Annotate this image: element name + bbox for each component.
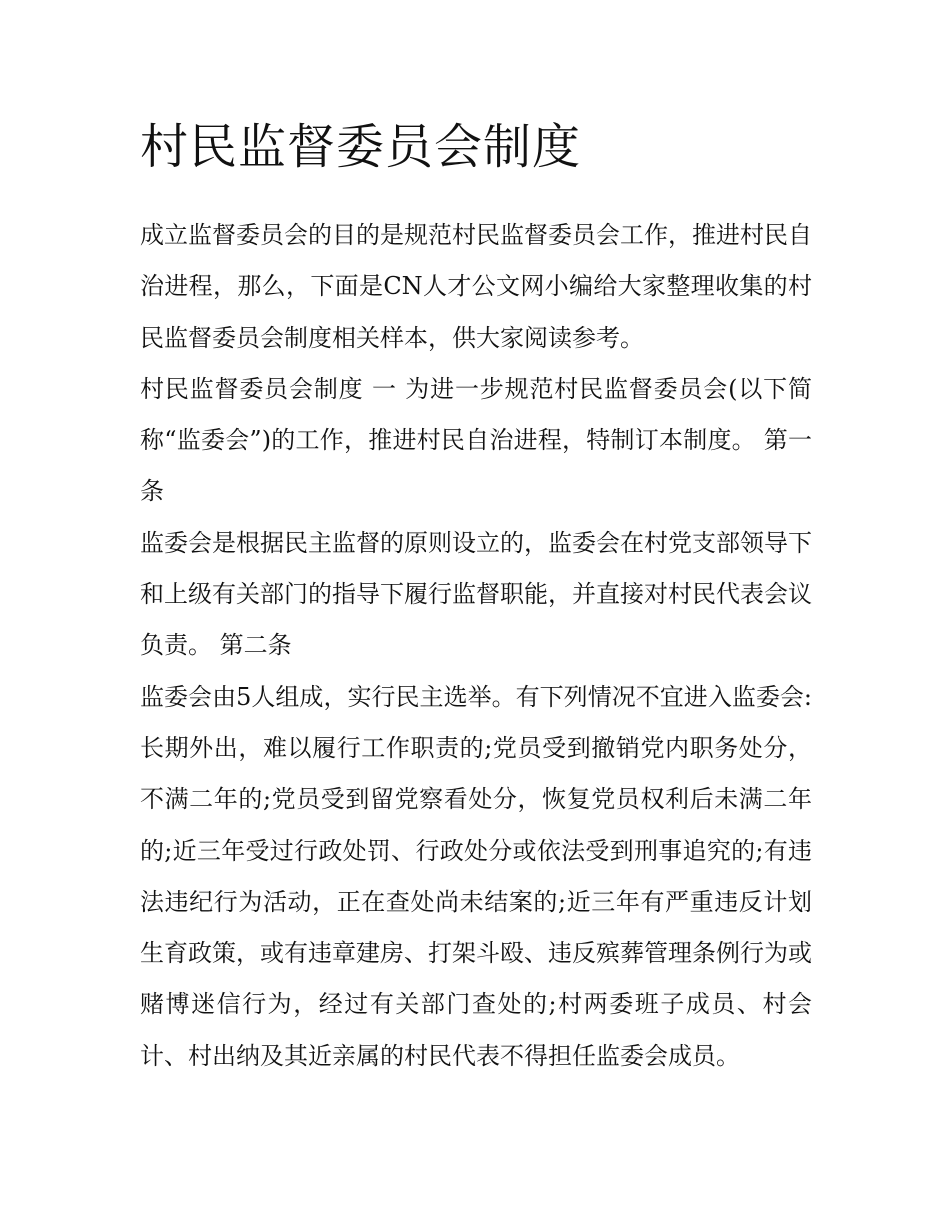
document-page (140, 112, 812, 1082)
article-one-paragraph: 监委会是根据民主监督的原则设立的，监委会在村党支部领导下和上级有关部门的指导下履行监督职能，并直接对村民代表会议负责。 第二条 (140, 528, 812, 660)
preamble-paragraph: 村民监督委员会制度 一 为进一步规范村民监督委员会(以下简称“监委会”)的工作，推进村民自治进程，特制订本制度。 第一条 (140, 374, 812, 506)
article-two-paragraph: 监委会由5人组成，实行民主选举。有下列情况不宜进入监委会:长期外出，难以履行工作职责的;党员受到撤销党内职务处分，不满二年的;党员受到留党察看处分，恢复党员权利后未满二年的;近三年受过行政处罚、行政处分或依法受到刑事追究的;有违法违纪行为活动，正在查处尚未结案的;近三年有严重违反计划生育政策，或有违章建房、打架斗殴、违反殡葬管理条例行为或赌博迷信行为，经过有关部门查处的;村两委班子成员、村会计、村出纳及其近亲属的村民代表不得担任监委会成员。 (140, 682, 812, 1070)
document-title: 村民监督委员会制度 (140, 119, 582, 175)
intro-paragraph: 成立监督委员会的目的是规范村民监督委员会工作，推进村民自治进程，那么，下面是CN人才公文网小编给大家整理收集的村民监督委员会制度相关样本，供大家阅读参考。 (140, 221, 812, 352)
